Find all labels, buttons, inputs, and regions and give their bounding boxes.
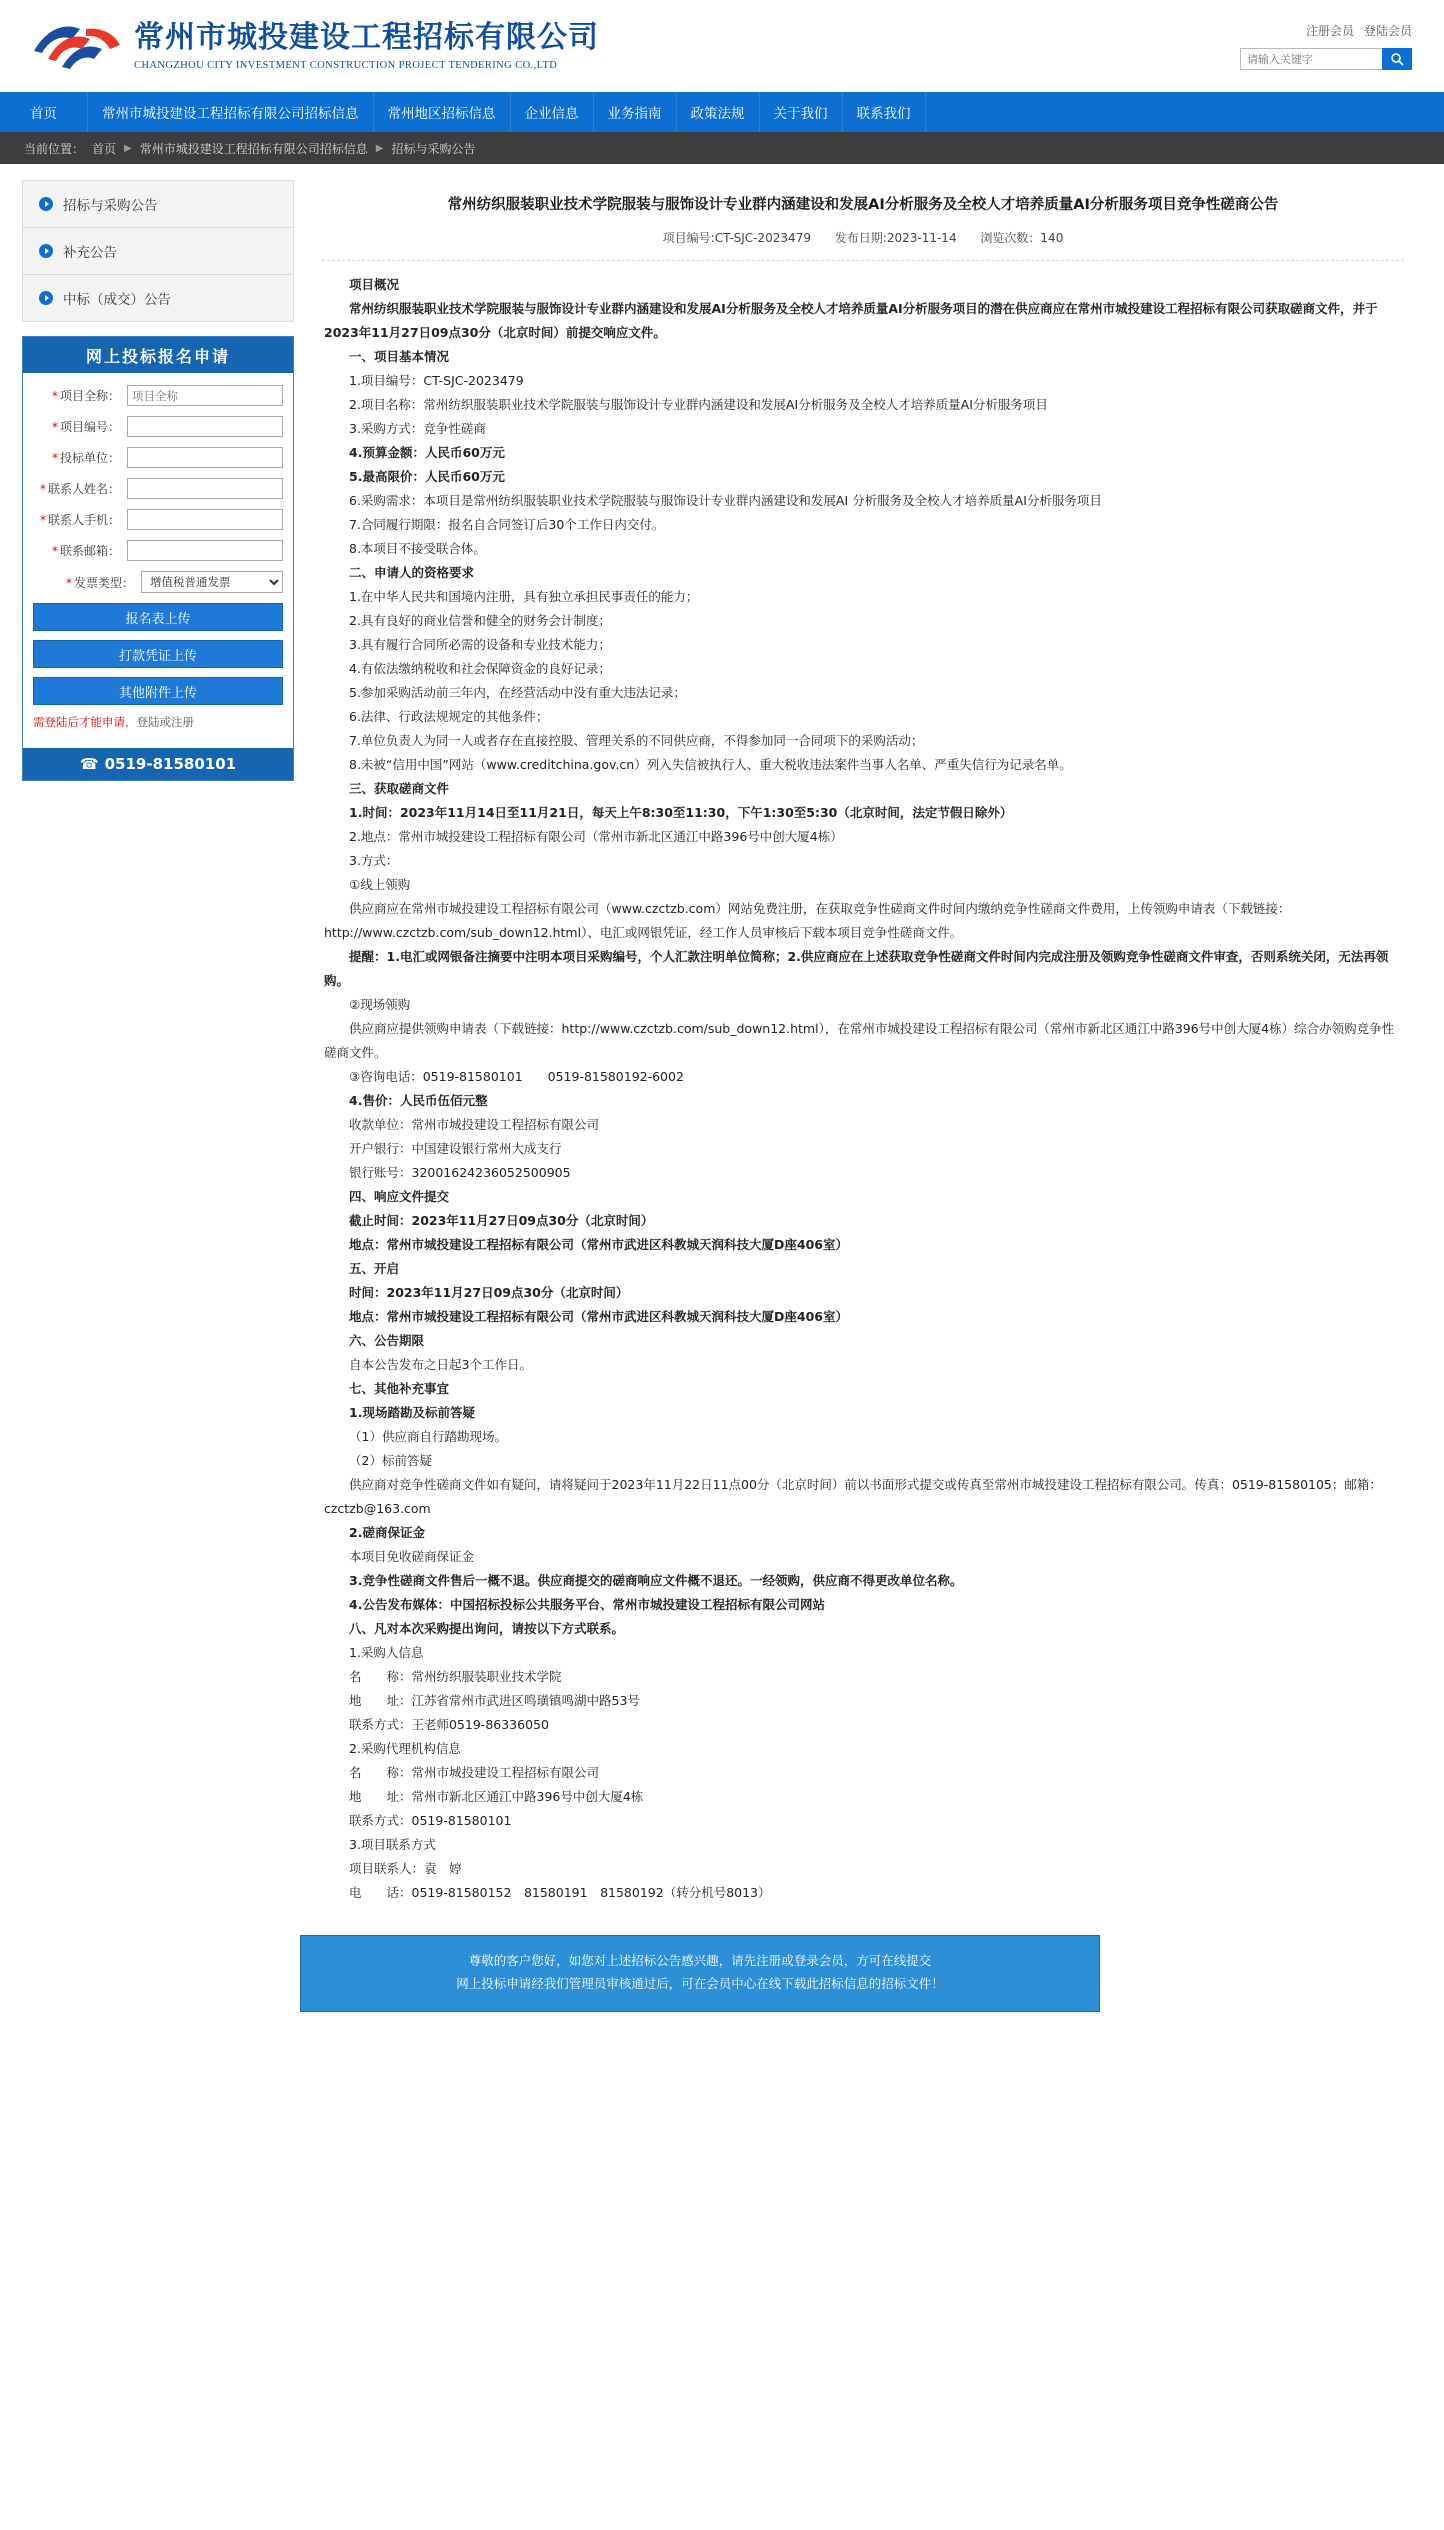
article-paragraph-31: 收款单位：常州市城投建设工程招标有限公司 <box>349 1117 600 1133</box>
hotline-number: 0519-81580101 <box>104 755 237 773</box>
article-paragraph-61: 项目联系人：袁 婷 <box>349 1861 462 1877</box>
article-paragraph-57: 名 称：常州市城投建设工程招标有限公司 <box>349 1765 600 1781</box>
upload-registration-form-button[interactable]: 报名表上传 <box>33 603 283 631</box>
article-paragraph-46: 供应商对竞争性磋商文件如有疑问，请将疑问于2023年11月22日11点00分（北京时间）前以书面形式提交或传真至常州市城投建设工程招标有限公司。传真：0519-81580105；邮箱：czctzb@163.com <box>324 1477 1382 1517</box>
article-paragraph-14: 3.具有履行合同所必需的设备和专业技术能力； <box>349 637 611 653</box>
nav-item-3[interactable]: 企业信息 <box>511 92 594 132</box>
article-paragraph-43: 1.现场踏勘及标前答疑 <box>349 1405 475 1421</box>
article-paragraph-10: 8.本项目不接受联合体。 <box>349 541 486 557</box>
article-paragraph-27: ②现场领购 <box>349 997 411 1013</box>
company-name-block <box>134 21 599 71</box>
article-paragraph-42: 七、其他补充事宜 <box>349 1381 450 1397</box>
article-paragraph-7: 5.最高限价：人民币60万元 <box>349 469 505 485</box>
login-required-note <box>33 714 283 730</box>
article-paragraph-32: 开户银行：中国建设银行常州大成支行 <box>349 1141 562 1157</box>
article-paragraph-13: 2.具有良好的商业信誉和健全的财务会计制度； <box>349 613 611 629</box>
sidebar-item-label-2: 中标（成交）公告 <box>63 292 171 308</box>
search-input[interactable] <box>1240 48 1382 70</box>
label-contact-email: * 联系邮箱： <box>51 544 120 558</box>
form-row-invoice-type <box>33 571 283 593</box>
sidebar-item-winner[interactable] <box>23 275 293 322</box>
article-paragraph-16: 5.参加采购活动前三年内，在经营活动中没有重大违法记录； <box>349 685 686 701</box>
article-body <box>322 261 1404 1925</box>
label-invoice-type: * 发票类型： <box>65 575 134 590</box>
contact-email-input[interactable] <box>127 540 283 561</box>
company-name-cn: 常州市城投建设工程招标有限公司 <box>134 20 599 56</box>
member-notice-banner <box>300 1935 1100 2012</box>
article-paragraph-28: 供应商应提供领购申请表（下载链接：http://www.czctzb.com/sub_down12.html），在常州市城投建设工程招标有限公司（常州市新北区通江中路396号中创大厦4栋）综合办领购竞争性磋商文件。 <box>324 1021 1395 1061</box>
arrow-circle-icon-3 <box>39 291 53 305</box>
login-link[interactable]: 登陆会员 <box>1363 24 1412 38</box>
hotline-bar <box>23 748 293 780</box>
register-link[interactable]: 注册会员 <box>1305 24 1354 38</box>
article-paragraph-56: 2.采购代理机构信息 <box>349 1741 461 1757</box>
article-paragraph-52: 1.采购人信息 <box>349 1645 424 1661</box>
site-header <box>0 0 1444 92</box>
article-paragraph-20: 三、获取磋商文件 <box>349 781 450 797</box>
header-right <box>1240 22 1416 70</box>
phone-icon: ☎ <box>79 755 99 773</box>
upload-payment-voucher-button[interactable]: 打款凭证上传 <box>33 640 283 668</box>
company-logo-icon[interactable] <box>28 17 124 75</box>
article-paragraph-58: 地 址：常州市新北区通江中路396号中创大厦4栋 <box>349 1789 644 1805</box>
form-row-bidder-unit <box>33 447 283 468</box>
article-paragraph-1: 常州纺织服装职业技术学院服装与服饰设计专业群内涵建设和发展AI分析服务及全校人才培养质量AI分析服务项目的潜在供应商应在常州市城投建设工程招标有限公司获取磋商文件，并于2023年11月27日09点30分（北京时间）前提交响应文件。 <box>324 301 1378 341</box>
article-paragraph-39: 地点：常州市城投建设工程招标有限公司（常州市武进区科教城天润科技大厦D座406室） <box>349 1309 848 1325</box>
breadcrumb-item-1[interactable]: 常州市城投建设工程招标有限公司招标信息 <box>139 141 368 156</box>
breadcrumb <box>0 132 1444 164</box>
article-paragraph-49: 3.竞争性磋商文件售后一概不退。供应商提交的磋商响应文件概不退还。一经领购，供应商不得更改单位名称。 <box>349 1573 963 1589</box>
arrow-circle-icon-2 <box>39 244 53 258</box>
chevron-right-icon-2: ▶ <box>375 142 384 154</box>
auth-links <box>1306 22 1412 39</box>
form-row-contact-mobile <box>33 509 283 530</box>
article-paragraph-22: 2.地点：常州市城投建设工程招标有限公司（常州市新北区通江中路396号中创大厦4栋） <box>349 829 843 845</box>
article-paragraph-45: （2）标前答疑 <box>349 1453 432 1469</box>
article-paragraph-33: 银行账号：32001624236052500905 <box>349 1165 571 1181</box>
article-paragraph-26: 提醒：1.电汇或网银备注摘要中注明本项目采购编号，个人汇款注明单位简称；2.供应商应在上述获取竞争性磋商文件时间内完成注册及领购竞争性磋商文件审查，否则系统关闭，无法再领购。 <box>324 949 1389 989</box>
nav-item-6[interactable]: 关于我们 <box>760 92 843 132</box>
article-paragraph-60: 3.项目联系方式 <box>349 1837 436 1853</box>
article-paragraph-4: 2.项目名称：常州纺织服装职业技术学院服装与服饰设计专业群内涵建设和发展AI分析服务及全校人才培养质量AI分析服务项目 <box>349 397 1048 413</box>
form-row-project-name <box>33 385 283 406</box>
bidder-unit-input[interactable] <box>127 447 283 468</box>
arrow-circle-icon <box>39 197 53 211</box>
article-paragraph-62: 电 话：0519-81580152 81580191 81580192（转分机号8013） <box>349 1885 771 1901</box>
article-paragraph-40: 六、公告期限 <box>349 1333 425 1349</box>
article-paragraph-30: 4.售价：人民币伍佰元整 <box>349 1093 488 1109</box>
article-paragraph-54: 地 址：江苏省常州市武进区鸣璜镇鸣湖中路53号 <box>349 1693 640 1709</box>
bottom-banner-wrap <box>0 1935 1444 2135</box>
registration-form <box>23 373 293 740</box>
article-paragraph-35: 截止时间：2023年11月27日09点30分（北京时间） <box>349 1213 654 1229</box>
article-paragraph-38: 时间：2023年11月27日09点30分（北京时间） <box>349 1285 629 1301</box>
breadcrumb-item-2[interactable]: 招标与采购公告 <box>391 141 476 156</box>
nav-item-7[interactable]: 联系我们 <box>843 92 926 132</box>
project-name-input[interactable] <box>127 385 283 406</box>
article-paragraph-6: 4.预算金额：人民币60万元 <box>349 445 505 461</box>
breadcrumb-prefix: 当前位置： <box>24 141 85 156</box>
sidebar-item-label-1: 补充公告 <box>63 245 117 261</box>
main-nav <box>0 92 1444 132</box>
nav-item-0[interactable]: 首页 <box>0 92 88 132</box>
article-project-no: 项目编号:CT-SJC-2023479 <box>662 231 811 246</box>
label-contact-name: * 联系人姓名： <box>39 482 120 496</box>
article-paragraph-17: 6.法律、行政法规规定的其他条件； <box>349 709 549 725</box>
nav-item-5[interactable]: 政策法规 <box>677 92 760 132</box>
invoice-type-select[interactable] <box>141 571 283 593</box>
article-publish-date: 发布日期:2023-11-14 <box>834 231 957 246</box>
form-row-project-no <box>33 416 283 437</box>
sidebar-item-label-0: 招标与采购公告 <box>63 198 158 214</box>
article-paragraph-25: 供应商应在常州市城投建设工程招标有限公司（www.czctzb.com）网站免费注册，在获取竞争性磋商文件时间内缴纳竞争性磋商文件费用，上传领购申请表（下载链接：http://www.czctzb.com/sub_down12.html）、电汇或网银凭证，经工作人员审核后下载本项目竞争性磋商文件。 <box>324 901 1291 941</box>
article-paragraph-2: 一、项目基本情况 <box>349 349 450 365</box>
article-paragraph-24: ①线上领购 <box>349 877 411 893</box>
article-paragraph-15: 4.有依法缴纳税收和社会保障资金的良好记录； <box>349 661 611 677</box>
article-paragraph-37: 五、开启 <box>349 1261 400 1277</box>
upload-other-attachment-button[interactable]: 其他附件上传 <box>33 677 283 705</box>
breadcrumb-item-0[interactable]: 首页 <box>92 141 117 156</box>
article-paragraph-23: 3.方式： <box>349 853 399 869</box>
article-paragraph-5: 3.采购方式：竞争性磋商 <box>349 421 486 437</box>
article-meta <box>322 219 1404 261</box>
article-paragraph-0: 项目概况 <box>349 277 400 293</box>
article-paragraph-34: 四、响应文件提交 <box>349 1189 450 1205</box>
online-bid-registration-panel <box>22 336 294 781</box>
search-button[interactable] <box>1382 48 1412 70</box>
label-project-no: * 项目编号： <box>51 420 120 434</box>
article-views: 浏览次数：140 <box>980 231 1064 246</box>
nav-item-2[interactable]: 常州地区招标信息 <box>374 92 511 132</box>
article-paragraph-11: 二、申请人的资格要求 <box>349 565 475 581</box>
article-paragraph-44: （1）供应商自行踏勘现场。 <box>349 1429 507 1445</box>
label-bidder-unit: * 投标单位： <box>51 451 120 465</box>
article-paragraph-55: 联系方式：王老师0519-86336050 <box>349 1717 549 1733</box>
nav-item-1[interactable]: 常州市城投建设工程招标有限公司招标信息 <box>88 92 374 132</box>
login-note-link[interactable]: 登陆或注册 <box>136 715 194 729</box>
login-note-part1: 需登陆后才能申请 <box>33 715 125 729</box>
form-row-contact-email <box>33 540 283 561</box>
login-note-comma: ， <box>125 715 137 729</box>
article-paragraph-21: 1.时间：2023年11月14日至11月21日，每天上午8:30至11:30，下午1:30至5:30（北京时间，法定节假日除外） <box>349 805 1013 821</box>
article-paragraph-41: 自本公告发布之日起3个工作日。 <box>349 1357 532 1373</box>
article-paragraph-48: 本项目免收磋商保证金 <box>349 1549 475 1565</box>
article-paragraph-19: 8.未被“信用中国”网站（www.creditchina.gov.cn）列入失信被执行人、重大税收违法案件当事人名单、严重失信行为记录名单。 <box>349 757 1072 773</box>
contact-mobile-input[interactable] <box>127 509 283 530</box>
banner-line-1: 尊敬的客户您好，如您对上述招标公告感兴趣，请先注册或登录会员，方可在线提交 <box>468 1953 932 1969</box>
article-title: 常州纺织服装职业技术学院服装与服饰设计专业群内涵建设和发展AI分析服务及全校人才培养质量AI分析服务项目竞争性磋商公告 <box>447 197 1279 213</box>
article-paragraph-3: 1.项目编号：CT-SJC-2023479 <box>349 373 524 389</box>
nav-item-4[interactable]: 业务指南 <box>594 92 677 132</box>
search-icon <box>1390 52 1404 66</box>
sidebar-nav <box>22 180 294 322</box>
project-no-input[interactable] <box>127 416 283 437</box>
article-paragraph-9: 7.合同履行期限：报名自合同签订后30个工作日内交付。 <box>349 517 665 533</box>
article-paragraph-12: 1.在中华人民共和国境内注册，具有独立承担民事责任的能力； <box>349 589 699 605</box>
chevron-right-icon: ▶ <box>124 142 132 154</box>
article-paragraph-8: 6.采购需求：本项目是常州纺织服装职业技术学院服装与服饰设计专业群内涵建设和发展AI 分析服务及全校人才培养质量AI分析服务项目 <box>349 493 1102 509</box>
article-paragraph-59: 联系方式：0519-81580101 <box>349 1813 512 1829</box>
sidebar-item-bid-notice[interactable] <box>23 181 293 228</box>
article-paragraph-53: 名 称：常州纺织服装职业技术学院 <box>349 1669 562 1685</box>
sidebar <box>22 180 294 781</box>
registration-panel-title: 网上投标报名申请 <box>23 337 293 373</box>
sidebar-item-supplement[interactable] <box>23 228 293 275</box>
article-paragraph-18: 7.单位负责人为同一人或者存在直接控股、管理关系的不同供应商，不得参加同一合同项下的采购活动； <box>349 733 924 749</box>
article-paragraph-51: 八、凡对本次采购提出询问，请按以下方式联系。 <box>349 1621 625 1637</box>
form-row-contact-name <box>33 478 283 499</box>
article <box>308 180 1422 1925</box>
article-paragraph-36: 地点：常州市城投建设工程招标有限公司（常州市武进区科教城天润科技大厦D座406室） <box>349 1237 848 1253</box>
contact-name-input[interactable] <box>127 478 283 499</box>
content-area <box>0 164 1444 1925</box>
label-project-name: * 项目全称： <box>51 389 120 403</box>
article-paragraph-47: 2.磋商保证金 <box>349 1525 425 1541</box>
article-paragraph-29: ③咨询电话：0519-81580101 0519-81580192-6002 <box>349 1069 684 1085</box>
company-name-en: CHANGZHOU CITY INVESTMENT CONSTRUCTION PROJECT TENDERING CO.,LTD <box>134 59 558 71</box>
banner-line-2: 网上投标申请经我们管理员审核通过后，可在会员中心在线下载此招标信息的招标文件！ <box>456 1976 944 1992</box>
article-paragraph-50: 4.公告发布媒体：中国招标投标公共服务平台、常州市城投建设工程招标有限公司网站 <box>349 1597 825 1613</box>
label-contact-mobile: * 联系人手机： <box>39 513 120 527</box>
search-box <box>1240 48 1412 70</box>
